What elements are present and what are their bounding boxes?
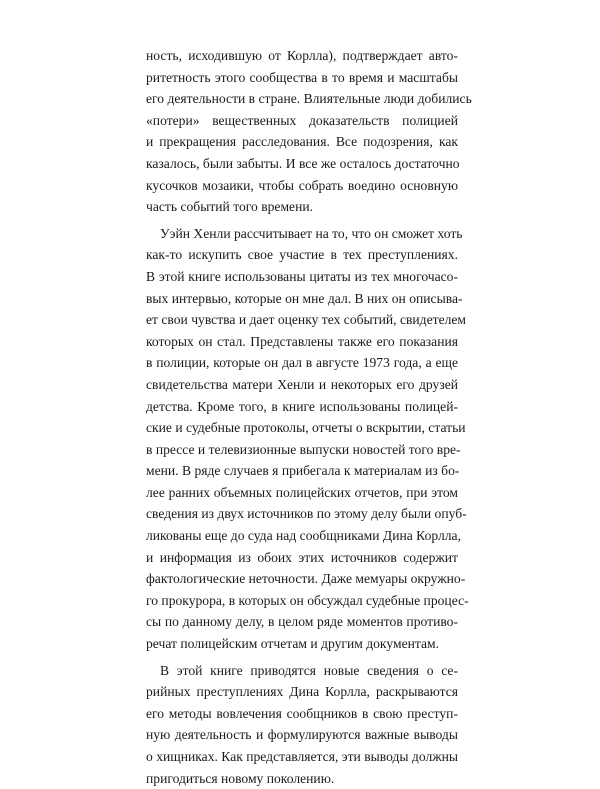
text-line: вых интервью, которые он мне дал. В них он описыва-	[146, 290, 463, 306]
text-line: ритетность этого сообщества в то время и масштабы	[146, 69, 458, 85]
text-line: мени. В ряде случаев я прибегала к материалам из бо-	[146, 463, 460, 479]
text-line: и информация из обоих этих источников содержит	[146, 549, 458, 565]
text-line: ские и судебные протоколы, отчеты о вскрытии, статьи	[146, 420, 466, 436]
text-line: кусочков мозаики, чтобы собрать воедино основную	[146, 177, 458, 193]
text-line: его деятельности в стране. Влиятельные люди добились	[146, 91, 472, 107]
text-line: речат полицейским отчетам и другим документам.	[146, 636, 440, 652]
text-line: пригодиться новому поколению.	[146, 770, 335, 786]
text-line: В этой книге использованы цитаты из тех многочасо-	[146, 268, 458, 284]
text-line: ет свои чувства и дает оценку тех событий, свидетелем	[146, 312, 467, 328]
text-line: ность, исходившую от Корлла), подтверждает авто-	[146, 48, 458, 63]
text-line: рийных преступлениях Дина Корлла, раскрываются	[146, 684, 458, 700]
text-line: в полиции, которые он дал в августе 1973 года, а еще	[146, 355, 458, 371]
text-line: детства. Кроме того, в книге использованы полицей-	[146, 398, 458, 414]
text-line: ликованы еще до суда над сообщниками Дина Корлла,	[146, 528, 461, 544]
body-text	[146, 45, 472, 789]
text-line: Уэйн Хенли рассчитывает на то, что он сможет хоть	[160, 225, 463, 241]
text-line: о хищниках. Как представляется, эти выводы должны	[146, 749, 459, 764]
text-line: в прессе и телевизионные выпуски новостей того вре-	[146, 441, 461, 457]
text-line: и прекращения расследования. Все подозрения, как	[146, 134, 458, 150]
text-line: которых он стал. Представлены также его показания	[146, 333, 458, 349]
text-line: сведения из двух источников по этому делу были опуб-	[146, 506, 467, 522]
text-line: «потери» вещественных доказательств полицией	[146, 112, 458, 128]
text-line: как-то искупить свое участие в тех преступлениях.	[146, 247, 458, 263]
text-line: В этой книге приводятся новые сведения о се-	[160, 662, 458, 678]
text-line: часть событий того времени.	[146, 199, 314, 215]
text-line: казалось, были забыты. И все же осталось достаточно	[146, 155, 460, 171]
text-line: свидетельства матери Хенли и некоторых его друзей	[146, 376, 458, 392]
text-line: ную деятельность и формулируются важные выводы	[146, 727, 458, 743]
text-line: его методы вовлечения сообщников в свою преступ-	[146, 705, 458, 721]
text-line: лее ранних объемных полицейских отчетов, при этом	[146, 484, 458, 500]
text-line: го прокурора, в которых он обсуждал судебные процес-	[146, 592, 469, 608]
text-line: фактологические неточности. Даже мемуары окружно-	[146, 571, 466, 587]
text-line: сы по данному делу, в целом ряде моментов противо-	[146, 614, 458, 630]
